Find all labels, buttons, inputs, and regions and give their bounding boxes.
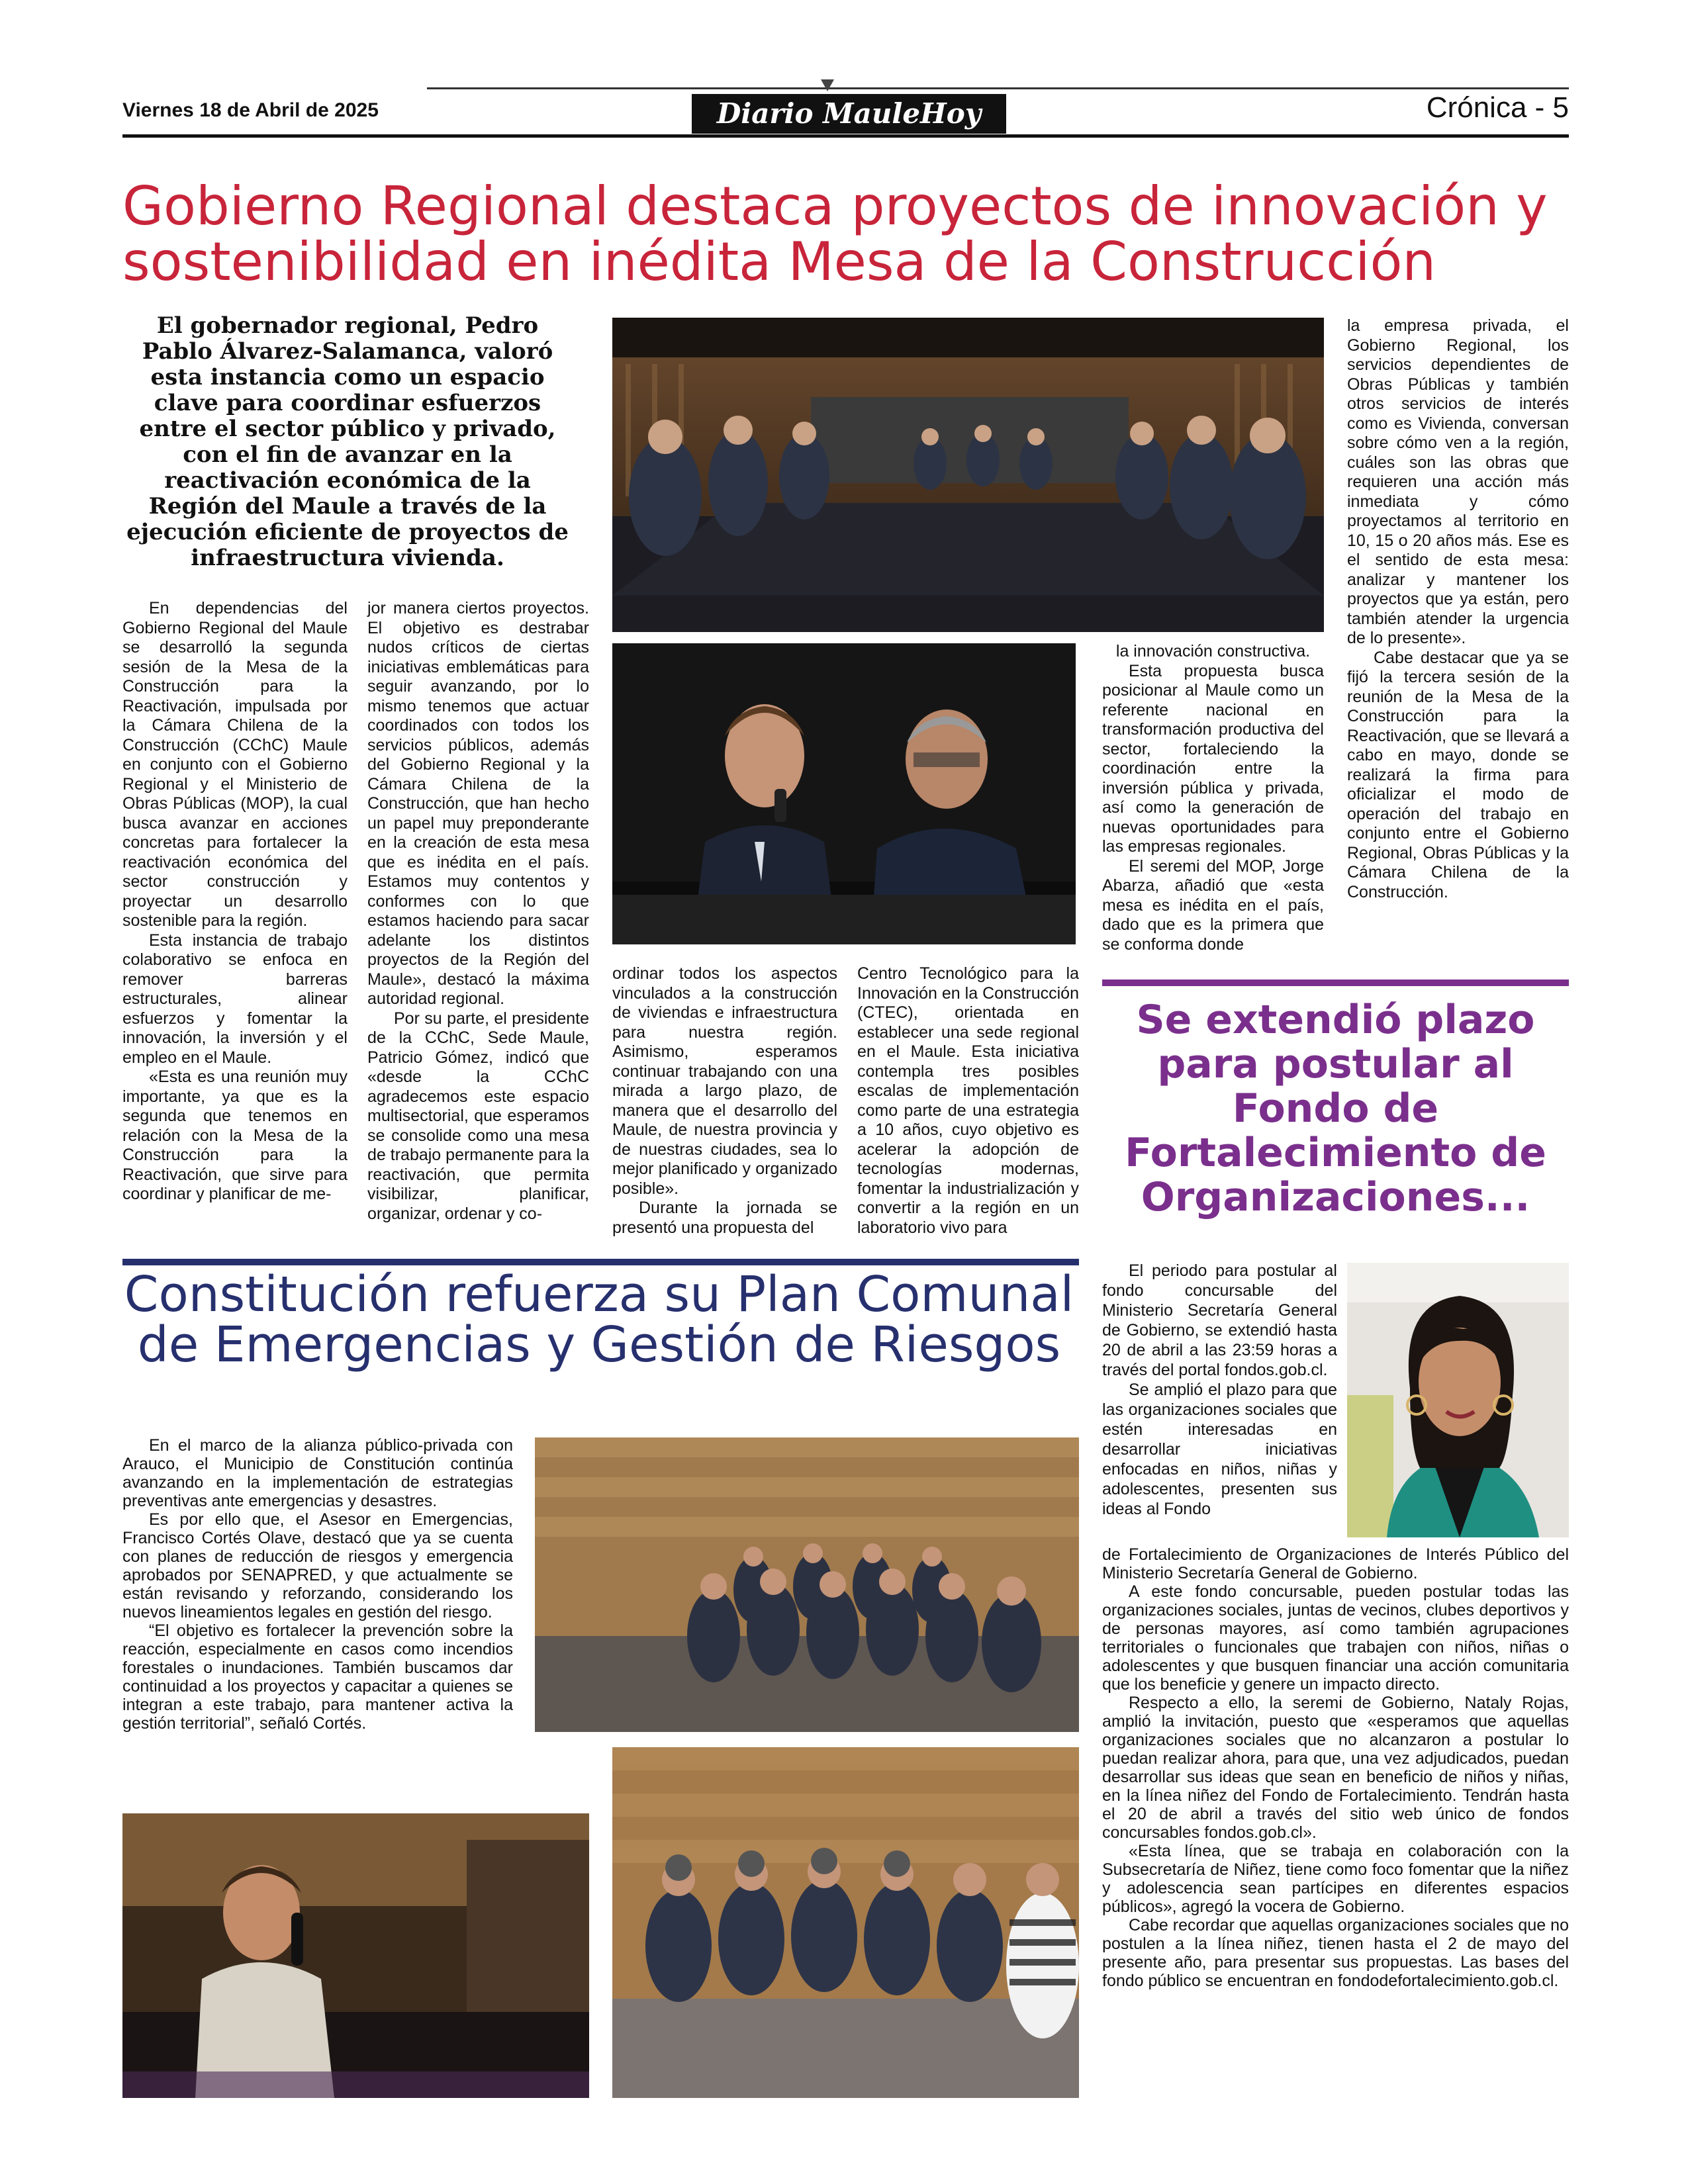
paragraph: Cabe destacar que ya se fijó la tercera sesión de la reunión de la Mesa de la Construcción para la Reactivación, que se llevará a cabo en mayo, donde se realizará la firma para oficializar el modo de operación del trabajo en conjunto entre el Gobierno Regional, Obras Públicas y la Cámara Chilena de la Construcción. bbox=[1347, 648, 1569, 901]
header-rule-top bbox=[427, 87, 1569, 89]
paragraph: A este fondo concursable, pueden postular todas las organizaciones sociales, juntas de vecinos, clubes deportivos y de personas mayores, así como también agrupaciones territoriales o funcionales que trabajen con niños, niñas o adolescentes y que busquen financiar una acción comunitaria que los beneficie y genere un impacto directo. bbox=[1102, 1582, 1569, 1694]
photo-two-speakers bbox=[612, 643, 1076, 944]
paragraph: Esta propuesta busca posicionar al Maule como un referente nacional en transformación productiva del sector, fortaleciendo la coordinación entre la inversión pública y privada, así como la generación de nuevas oportunidades para las empresas regionales. bbox=[1102, 661, 1324, 856]
photo-meeting-table bbox=[612, 318, 1324, 632]
article-main-lead: El gobernador regional, Pedro Pablo Álvarez-Salamanca, valoró esta instancia como un espacio clave para coordinar esfuerzos entre el sector público y privado, con el fin de avanzar en la reactivación económica de la Región del Maule a través de la ejecución eficiente de proyectos de infraestructura vivienda. bbox=[126, 312, 569, 571]
article-constitucion-title: Constitución refuerza su Plan Comunal de Emergencias y Gestión de Riesgos bbox=[124, 1266, 1074, 1373]
paragraph: de Fortalecimiento de Organizaciones de Interés Público del Ministerio Secretaría General de Gobierno. bbox=[1102, 1545, 1569, 1582]
article-fund-rule bbox=[1102, 979, 1569, 986]
paragraph: Respecto a ello, la seremi de Gobierno, Nataly Rojas, amplió la invitación, puesto que «esperamos que aquellas organizaciones sociales que no alcanzaron a postular lo puedan realizar ahora, para que, una vez adjudicados, puedan desarrollar sus ideas que sean en beneficio de niños y niñas, en la línea niñez del Fondo de Fortalecimiento. Tendrán hasta el 20 de abril a través del sitio web único de fondos concursables fondos.gob.cl». bbox=[1102, 1694, 1569, 1842]
paragraph: la empresa privada, el Gobierno Regional, los servicios dependientes de Obras Públicas y también otros servicios de interés como es Vivienda, conversan sobre cómo ven a la región, cuáles son las obras que requieren una acción más inmediata y cómo proyectamos al territorio en 10, 15 o 20 años más. Ese es el sentido de esta mesa: analizar y mantener los proyectos que ya están, pero también atender la urgencia de lo presente». bbox=[1347, 316, 1569, 647]
paragraph: Por su parte, el presidente de la CChC, Sede Maule, Patricio Gómez, indicó que «desde la CChC agradecemos este espacio multisectorial, que esperamos se consolide como una mesa de trabajo permanente para la reactivación, que permita visibilizar, planificar, organizar, ordenar y co- bbox=[367, 1009, 589, 1223]
paragraph: “El objetivo es fortalecer la prevención sobre la reacción, especialmente en casos como incendios forestales o inundaciones. También buscamos dar continuidad a los proyectos y capacitar a quienes se integran a este trabajo, para mantener activa la gestión territorial”, señaló Cortés. bbox=[122, 1621, 513, 1733]
paragraph: En dependencias del Gobierno Regional del Maule se desarrolló la segunda sesión de la Mesa de la Construcción para la Reactivación, impulsada por la Cámara Chilena de la Construcción (CChC) Maule en conjunto con el Gobierno Regional y el Ministerio de Obras Públicas (MOP), la cual busca avanzar en acciones concretas para fortalecer la reactivación económica del sector construcción y proyectar un desarrollo sostenible para la región. bbox=[122, 599, 348, 930]
paragraph: «Esta línea, que se trabaja en colaboración con la Subsecretaría de Niñez, tiene como foco fomentar que la niñez y adolescencia sean partícipes en diferentes espacios públicos», agregó la vocera de Gobierno. bbox=[1102, 1842, 1569, 1916]
article-main-column-2 bbox=[367, 599, 589, 1224]
header-rule-bottom bbox=[122, 134, 1569, 138]
paragraph: Durante la jornada se presentó una propuesta del bbox=[612, 1199, 837, 1237]
article-main-column-3 bbox=[612, 964, 837, 1238]
article-main-column-1 bbox=[122, 599, 348, 1205]
article-constitucion-body bbox=[122, 1436, 513, 1733]
article-main-column-4 bbox=[857, 964, 1079, 1238]
article-main-column-5 bbox=[1102, 642, 1324, 954]
paragraph: la innovación constructiva. bbox=[1115, 642, 1311, 660]
paragraph: En el marco de la alianza público-privada con Arauco, el Municipio de Constitución continúa avanzando en la implementación de estrategias preventivas ante emergencias y desastres. bbox=[122, 1436, 513, 1510]
paragraph: El periodo para postular al fondo concursable del Ministerio Secretaría General de Gobierno, se extendió hasta 20 de abril a las 23:59 horas a través del portal fondos.gob.cl. bbox=[1102, 1261, 1337, 1379]
paragraph: Cabe recordar que aquellas organizaciones sociales que no postulen a la línea niñez, tienen hasta el 2 de mayo del presente año, para presentar sus propuestas. Las bases del fondo público se encuentran en fondodefortalecimiento.gob.cl. bbox=[1102, 1916, 1569, 1990]
paragraph: «Esta es una reunión muy importante, ya que es la segunda que tenemos en relación con la Mesa de la Construcción para la Reactivación, que sirve para coordinar y planificar de me- bbox=[122, 1068, 348, 1203]
article-fund-column-wide bbox=[1102, 1545, 1569, 1990]
section-page-label: Crónica - 5 bbox=[1426, 91, 1569, 124]
photo-seremi-portrait bbox=[1347, 1263, 1569, 1537]
photo-workshop-audience bbox=[535, 1437, 1079, 1732]
masthead-logo: Diario MauleHoy bbox=[692, 94, 1006, 134]
article-constitucion-rule bbox=[122, 1259, 1079, 1265]
article-main-column-6 bbox=[1347, 316, 1569, 902]
paragraph: Se amplió el plazo para que las organizaciones sociales que estén interesadas en desarrollar iniciativas enfocadas en niños, niñas y adolescentes, presenten sus ideas al Fondo bbox=[1102, 1381, 1337, 1518]
article-main-title: Gobierno Regional destaca proyectos de innovación y sostenibilidad en inédita Mesa de la Construcción bbox=[122, 175, 1548, 293]
article-fund-title: Se extendió plazo para postular al Fondo de Fortalecimiento de Organizaciones... bbox=[1125, 997, 1546, 1220]
paragraph: El seremi del MOP, Jorge Abarza, añadió que «esta mesa es inédita en el país, dado que es la primera que se conforma donde bbox=[1102, 856, 1324, 954]
masthead-pin-icon bbox=[821, 79, 834, 91]
paragraph: Esta instancia de trabajo colaborativo se enfoca en remover barreras estructurales, alinear esfuerzos y fomentar la innovación, la inversión y el empleo en el Maule. bbox=[122, 931, 348, 1067]
article-fund-column-narrow bbox=[1102, 1261, 1337, 1519]
paragraph: ordinar todos los aspectos vinculados a la construcción de viviendas e infraestructura para nuestra región. Asimismo, esperamos continuar trabajando con una mirada a largo plazo, de manera que el desarrollo del Maule, de nuestra provincia y de nuestras ciudades, sea lo mejor planificado y organizado posible». bbox=[612, 964, 837, 1198]
issue-date: Viernes 18 de Abril de 2025 bbox=[122, 99, 379, 121]
paragraph: Es por ello que, el Asesor en Emergencias, Francisco Cortés Olave, destacó que ya se cuenta con planes de reducción de riesgos y emergencia aprobados por SENAPRED, y que actualmente se están revisando y reforzando, considerando los nuevos lineamientos legales en gestión del riesgo. bbox=[122, 1510, 513, 1621]
photo-workshop-closeup bbox=[612, 1747, 1079, 2098]
paragraph: jor manera ciertos proyectos. El objetivo es destrabar nudos críticos de ciertas iniciativas emblemáticas para seguir avanzando, por lo mismo tenemos que actuar coordinados con todos los servicios públicos, además del Gobierno Regional y la Cámara Chilena de la Construcción, que han hecho un papel muy preponderante en la creación de esta mesa que es inédita en el país. Estamos muy contentos y conformes con lo que estamos haciendo para sacar adelante los distintos proyectos de la Región del Maule», destacó la máxima autoridad regional. bbox=[367, 599, 589, 1008]
photo-speaker-microphone bbox=[122, 1813, 589, 2098]
paragraph: Centro Tecnológico para la Innovación en la Construcción (CTEC), orientada en establecer una sede regional en el Maule. Esta iniciativa contempla tres posibles escalas de implementación como parte de una estrategia a 10 años, cuyo objetivo es acelerar la adopción de tecnologías modernas, fomentar la industrialización y convertir a la región en un laboratorio vivo para bbox=[857, 964, 1079, 1237]
